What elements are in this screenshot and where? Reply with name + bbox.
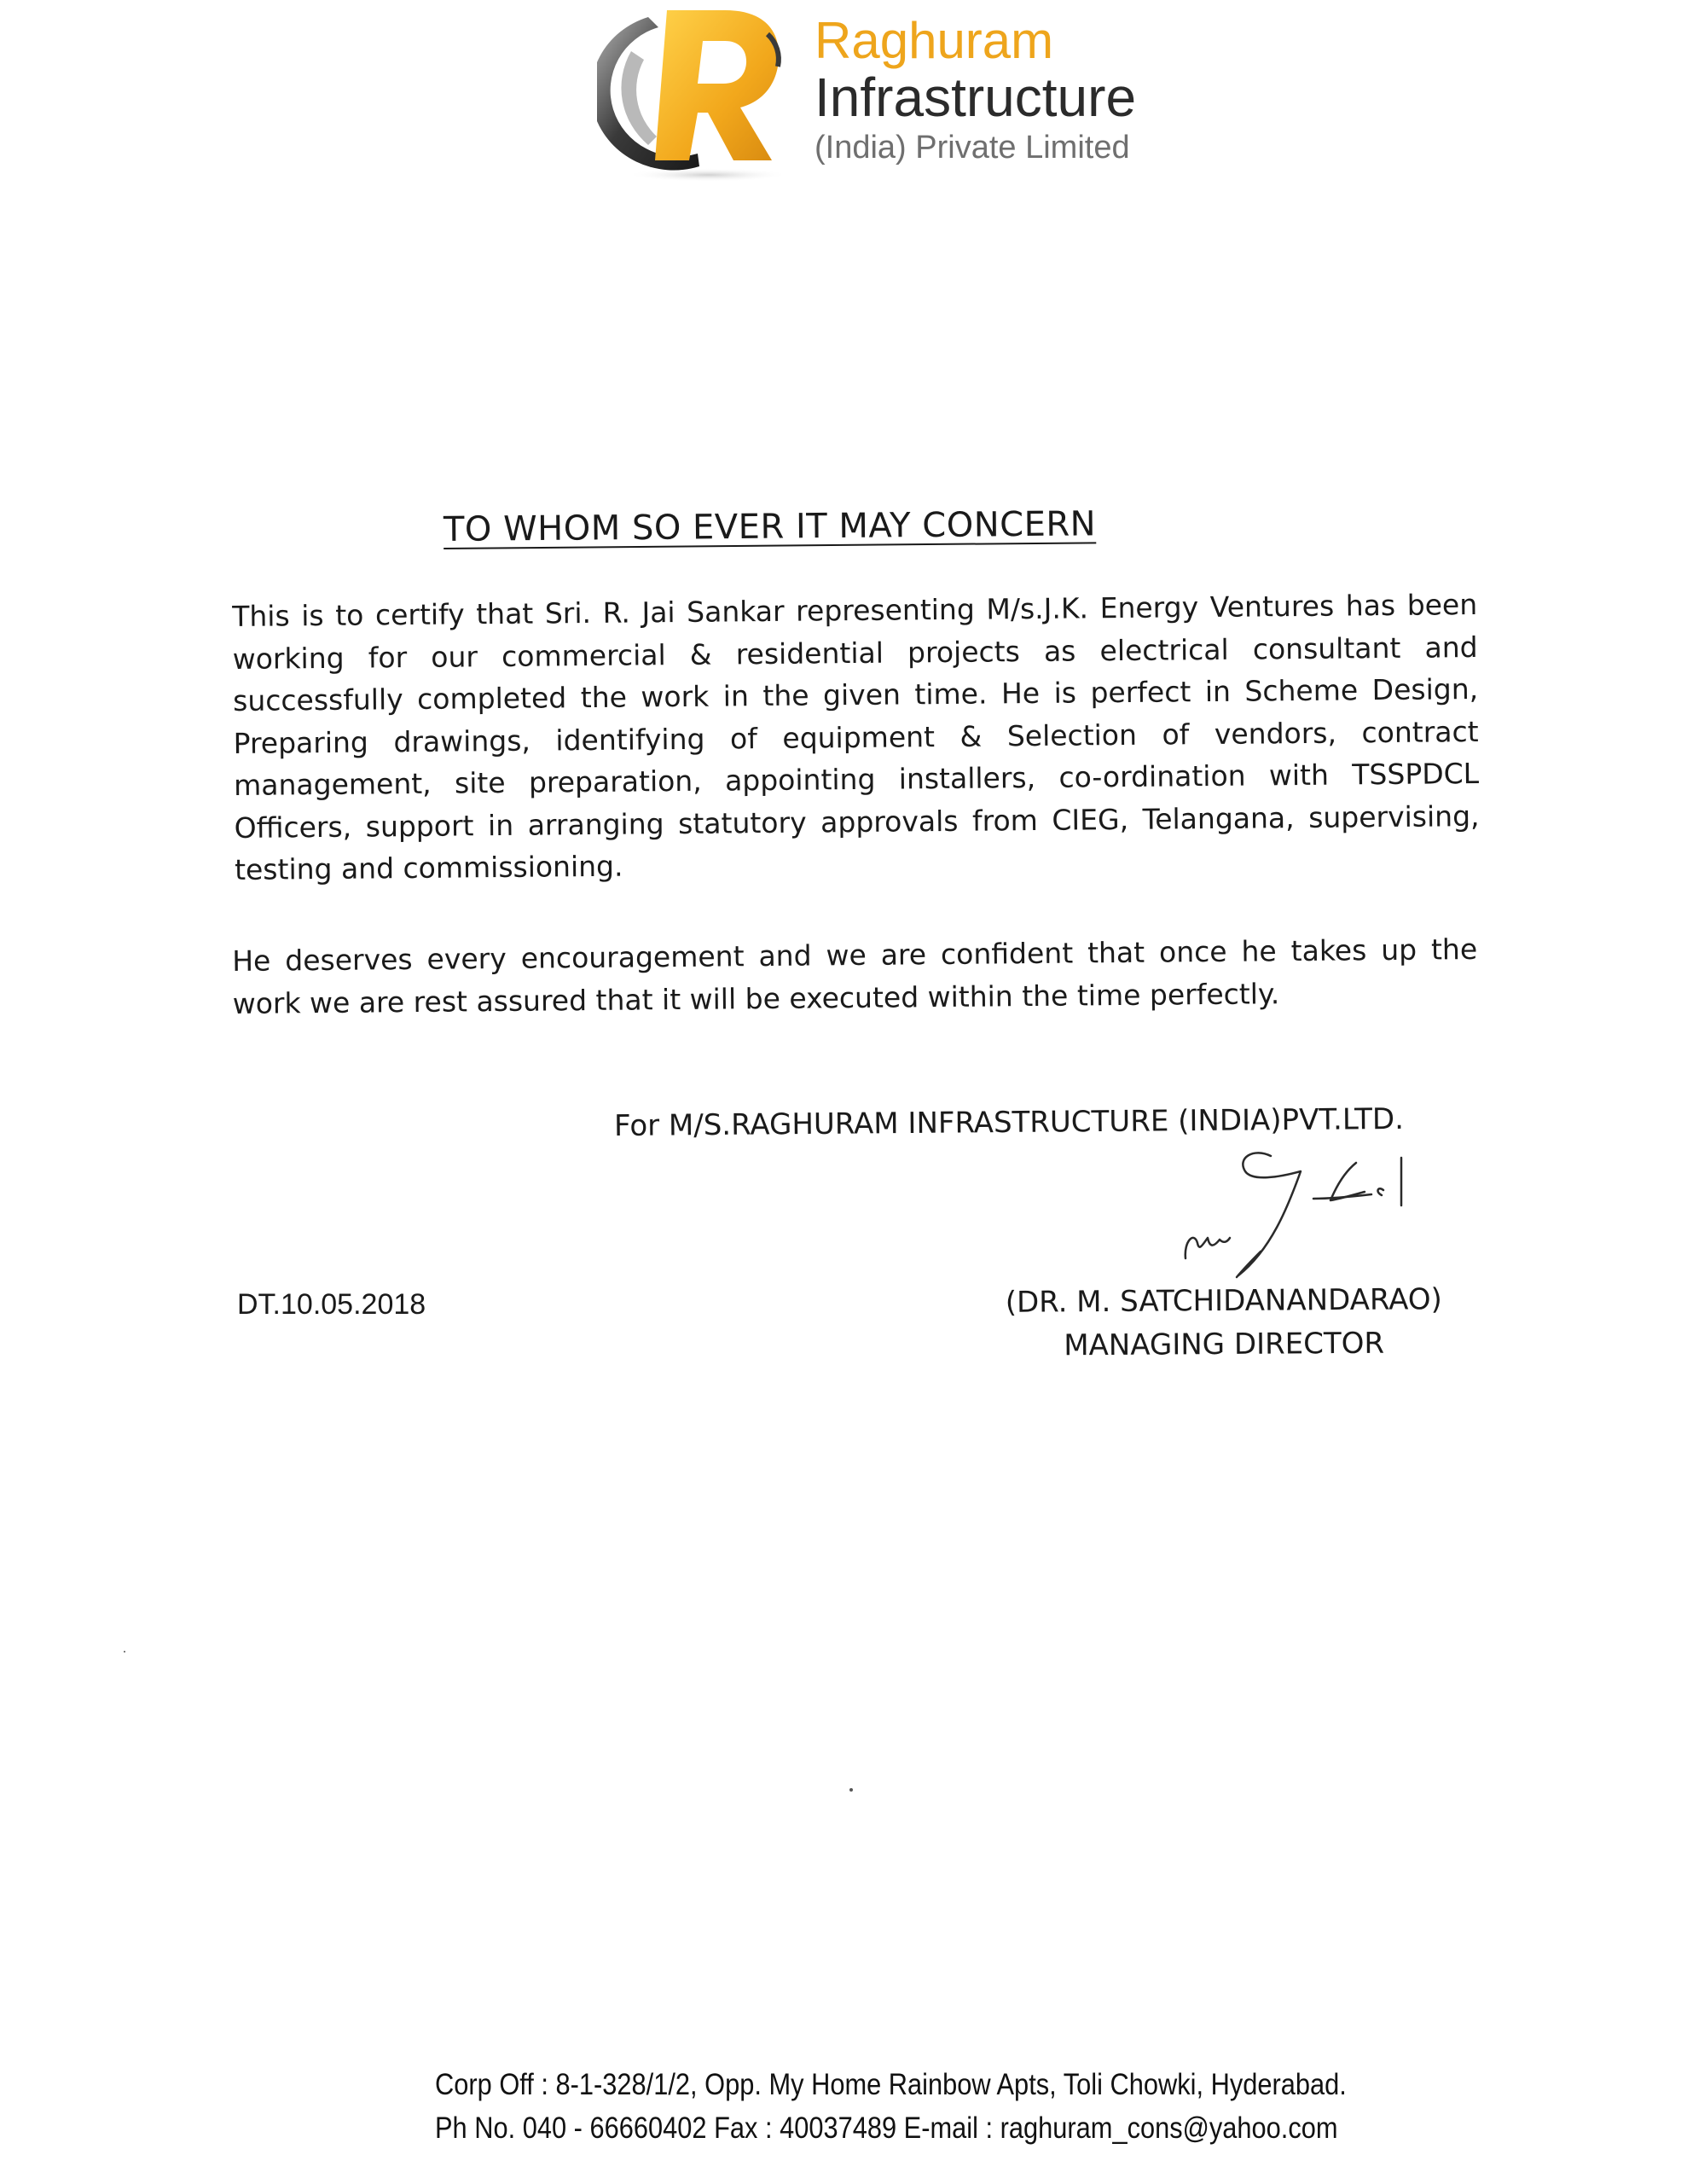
footer-contact (435, 2063, 1347, 2150)
body-paragraph-2: He deserves every encouragement and we are confident that once he takes up the work we are rest assured that it will be executed within the time perfectly. (232, 932, 1478, 1020)
footer-contact-details: Ph No. 040 - 66660402 Fax : 40037489 E-mail : raghuram_cons@yahoo.com (435, 2111, 1338, 2145)
letter-date: DT.10.05.2018 (237, 1288, 426, 1321)
signatory-block (985, 1278, 1464, 1368)
company-name-line2: Infrastructure (815, 67, 1137, 128)
for-company-line: For M/S.RAGHURAM INFRASTRUCTURE (INDIA)PVT.LTD. (613, 1101, 1405, 1143)
body-paragraph-1: This is to certify that Sri. R. Jai Sankar representing M/s.J.K. Energy Ventures has been working for our commercial & residential projects as electrical consultant and successfully completed the work in the given time. He is perfect in Scheme Design, Preparing drawings, identifying of equipment & Selection of vendors, contract management, site preparation, appointing installers, co-ordination with TSSPDCL Officers, support in arranging statutory approvals from CIEG, Telangana, supervising, testing and commissioning. (232, 587, 1480, 886)
scan-speck (124, 1651, 125, 1653)
signature-icon (1160, 1139, 1467, 1292)
company-name-line3: (India) Private Limited (815, 130, 1130, 166)
company-name-line1: Raghuram (815, 12, 1054, 69)
company-logo-icon (597, 0, 802, 188)
company-name (815, 12, 1137, 166)
signatory-designation: MANAGING DIRECTOR (1064, 1326, 1385, 1363)
letterhead (597, 0, 1194, 188)
signatory-name: (DR. M. SATCHIDANANDARAO) (1005, 1282, 1442, 1320)
letter-title: TO WHOM SO EVER IT MAY CONCERN (443, 504, 1097, 549)
footer-address: Corp Off : 8-1-328/1/2, Opp. My Home Rainbow Apts, Toli Chowki, Hyderabad. (435, 2068, 1347, 2101)
scan-speck (849, 1788, 853, 1792)
